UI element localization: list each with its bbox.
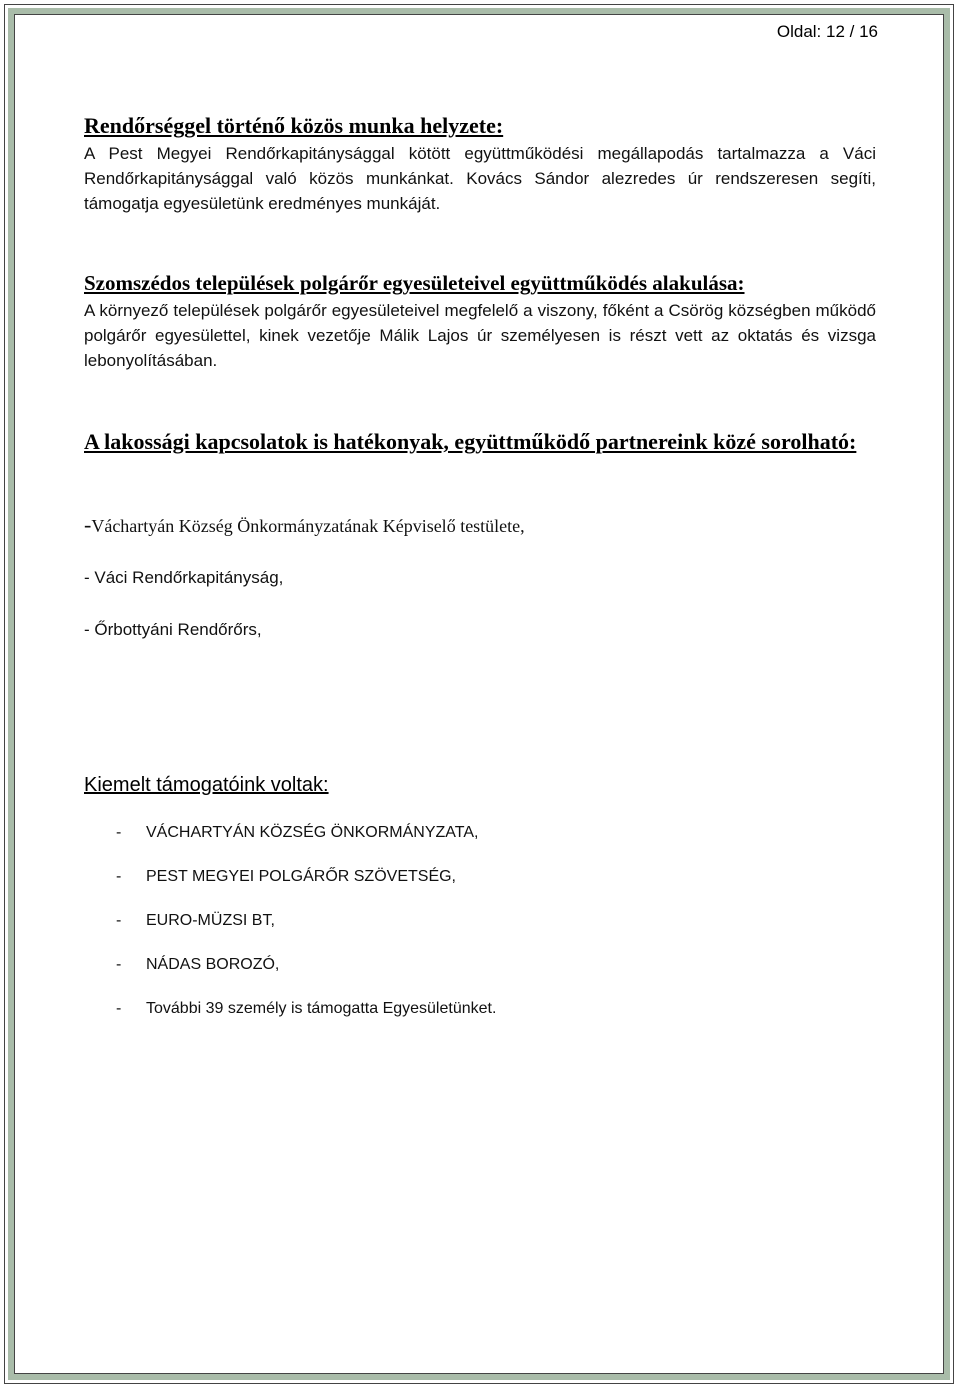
- supporter-item: - VÁCHARTYÁN KÖZSÉG ÖNKORMÁNYZATA,: [116, 824, 479, 841]
- section-heading-supporters: Kiemelt támogatóink voltak:: [84, 774, 329, 796]
- supporter-item-text: VÁCHARTYÁN KÖZSÉG ÖNKORMÁNYZATA,: [146, 824, 479, 841]
- page-content-area: [14, 14, 944, 1374]
- supporter-item-text: További 39 személy is támogatta Egyesületünket.: [146, 1000, 497, 1017]
- supporter-item: - EURO-MÜZSI BT,: [116, 912, 275, 929]
- supporter-item-text: PEST MEGYEI POLGÁRŐR SZÖVETSÉG,: [146, 868, 456, 885]
- partner-item: - Őrbottyáni Rendőrőrs,: [84, 620, 262, 639]
- supporter-item-text: NÁDAS BOROZÓ,: [146, 956, 280, 973]
- supporter-item: - További 39 személy is támogatta Egyesületünket.: [116, 1000, 497, 1017]
- partner-item: -Váchartyán Község Önkormányzatának Képviselő testülete,: [84, 512, 525, 537]
- section-heading-neighbors: Szomszédos települések polgárőr egyesületeivel együttműködés alakulása:: [84, 271, 745, 295]
- partner-item: - Váci Rendőrkapitányság,: [84, 568, 284, 587]
- section-body-police: A Pest Megyei Rendőrkapitánysággal kötött együttműködési megállapodás tartalmazza a Váci Rendőrkapitánysággal való közös munkánkat. Kovács Sándor alezredes úr rendszeresen segíti, támogatja egyesületünk eredményes munkáját.: [84, 144, 876, 213]
- supporter-item-text: EURO-MÜZSI BT,: [146, 912, 275, 929]
- supporter-item: - NÁDAS BOROZÓ,: [116, 956, 280, 973]
- supporter-item: - PEST MEGYEI POLGÁRŐR SZÖVETSÉG,: [116, 868, 456, 885]
- section-heading-police: Rendőrséggel történő közös munka helyzete:: [84, 113, 504, 138]
- page-number: Oldal: 12 / 16: [776, 22, 878, 41]
- partner-item-text: Váchartyán Község Önkormányzatának Képviselő testülete,: [91, 516, 525, 536]
- partner-item-text: Őrbottyáni Rendőrőrs,: [94, 620, 262, 639]
- section-heading-partners: A lakossági kapcsolatok is hatékonyak, együttműködő partnereink közé sorolható:: [84, 429, 857, 454]
- partner-item-text: Váci Rendőrkapitányság,: [94, 568, 284, 587]
- section-body-neighbors: A környező települések polgárőr egyesületeivel megfelelő a viszony, főként a Csörög községben működő polgárőr egyesülettel, kinek vezetője Málik Lajos úr személyesen is részt vett az oktatás és vizsga lebonyolításában.: [84, 301, 876, 370]
